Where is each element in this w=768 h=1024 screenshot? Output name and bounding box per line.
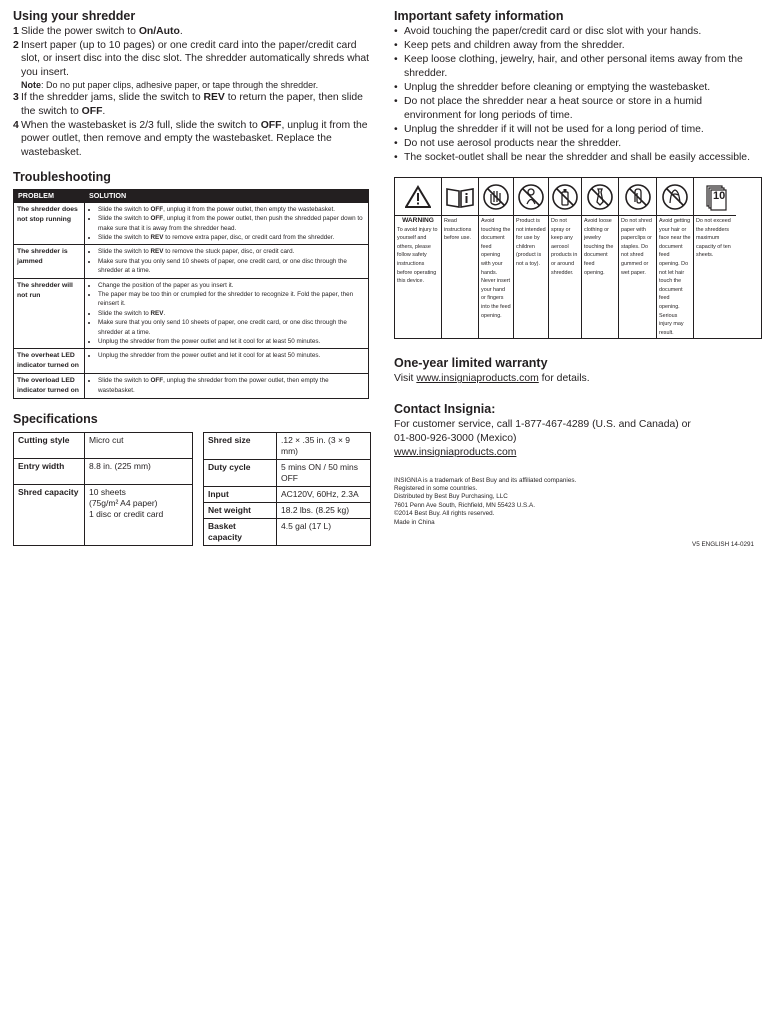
no-children-icon bbox=[514, 179, 548, 216]
solution-list bbox=[88, 205, 365, 243]
solution-list bbox=[88, 376, 365, 395]
warning-cell bbox=[581, 178, 618, 338]
no-paperclip-icon bbox=[619, 179, 656, 216]
warning-text: To avoid injury to yourself and others, please follow safety instructions before operating this device. bbox=[397, 226, 438, 285]
no-hands-icon bbox=[479, 179, 513, 216]
step-3: 3 If the shredder jams, slide the switch to REV to return the paper, then slide the switch to OFF. bbox=[13, 92, 363, 117]
warning-text: Product is not intended for use by children (product is not a toy). bbox=[516, 218, 546, 267]
solution-item: • The paper may be too thin or crumpled for the shredder to recognize it. Fold the paper, then reinsert it. bbox=[98, 290, 365, 309]
solution-item: • Slide the switch to REV to remove extra paper, disc, or credit card from the shredder. bbox=[98, 233, 365, 242]
solution-list bbox=[88, 351, 365, 360]
safety-item: • Do not place the shredder near a heat source or store in a humid environment for long periods of time. bbox=[394, 95, 760, 123]
spec-key: Duty cycle bbox=[204, 460, 277, 487]
warning-text: Avoid touching the document feed opening with your hands. Never insert your hand or fingers into the feed opening. bbox=[481, 218, 511, 319]
spec-value: 4.5 gal (17 L) bbox=[277, 519, 371, 546]
max-ten-sheets-icon bbox=[694, 179, 736, 216]
specifications bbox=[13, 432, 371, 546]
solution-item: • Unplug the shredder from the power outlet and let it cool for at least 50 minutes. bbox=[98, 351, 365, 360]
warning-text: Avoid loose clothing or jewelry touching the document feed opening. bbox=[584, 218, 614, 276]
safety-item: • Do not use aerosol products near the shredder. bbox=[394, 137, 760, 151]
warning-cell bbox=[478, 178, 513, 338]
spec-row bbox=[14, 485, 193, 546]
no-aerosol-icon bbox=[549, 179, 581, 216]
warning-cell bbox=[548, 178, 581, 338]
warning-cell bbox=[513, 178, 548, 338]
table-row bbox=[14, 245, 369, 278]
spec-value: 5 mins ON / 50 mins OFF bbox=[277, 460, 371, 487]
warning-text: Do not exceed the shredders maximum capacity of ten sheets. bbox=[696, 218, 731, 259]
warning-text: Read instructions before use. bbox=[444, 218, 472, 242]
spec-value: 10 sheets (75g/m² A4 paper) 1 disc or credit card bbox=[85, 485, 193, 546]
problem-cell: The overheat LED indicator turned on bbox=[14, 349, 85, 374]
safety-item: • Keep pets and children away from the shredder. bbox=[394, 39, 760, 53]
read-manual-icon bbox=[442, 179, 478, 216]
solution-list bbox=[88, 281, 365, 347]
no-tie-icon bbox=[582, 179, 618, 216]
warning-icons-table bbox=[394, 177, 762, 339]
solution-header: SOLUTION bbox=[85, 190, 369, 202]
troubleshooting-title: Troubleshooting bbox=[13, 170, 111, 185]
warning-text: Avoid getting your hair or face near the document feed opening. Do not let hair touch the document feed opening. Serious injury may result. bbox=[659, 218, 691, 336]
using-steps bbox=[13, 25, 371, 159]
warranty-title: One-year limited warranty bbox=[394, 356, 548, 371]
safety-title: Important safety information bbox=[394, 9, 564, 23]
solution-cell bbox=[85, 278, 369, 349]
specifications-title: Specifications bbox=[13, 412, 98, 427]
no-hair-icon bbox=[657, 179, 693, 216]
warning-cell bbox=[693, 178, 736, 338]
solution-cell bbox=[85, 245, 369, 278]
solution-item: • Slide the switch to REV to remove the stuck paper, disc, or credit card. bbox=[98, 247, 365, 256]
step-4: 4 When the wastebasket is 2/3 full, slide the switch to OFF, unplug it from the power outlet, then remove and empty the wastebasket. Replace the wastebasket. bbox=[13, 119, 368, 158]
safety-item: • Unplug the shredder before cleaning or emptying the wastebasket. bbox=[394, 81, 760, 95]
warning-text: Do not shred paper with paperclips or staples. Do not shred gummed or wet paper. bbox=[621, 218, 652, 276]
warranty-link[interactable]: www.insigniaproducts.com bbox=[416, 373, 539, 385]
warning-triangle-icon bbox=[395, 179, 441, 216]
spec-value: Micro cut bbox=[85, 433, 193, 459]
safety-item: • Avoid touching the paper/credit card or disc slot with your hands. bbox=[394, 25, 760, 39]
contact-text: For customer service, call 1-877-467-4289 (U.S. and Canada) or 01-800-926-3000 (Mexico) www.insigniaproducts.com bbox=[394, 418, 691, 459]
spec-row bbox=[14, 433, 193, 459]
contact-link[interactable]: www.insigniaproducts.com bbox=[394, 447, 517, 459]
problem-header: PROBLEM bbox=[14, 190, 85, 202]
right-column bbox=[394, 8, 760, 527]
spec-key: Cutting style bbox=[14, 433, 85, 459]
problem-cell: The shredder is jammed bbox=[14, 245, 85, 278]
problem-cell: The shredder does not stop running bbox=[14, 202, 85, 245]
spec-value: AC120V, 60Hz, 2.3A bbox=[277, 487, 371, 503]
spec-value: .12 × .35 in. (3 × 9 mm) bbox=[277, 433, 371, 460]
solution-item: • Slide the switch to REV. bbox=[98, 309, 365, 318]
warning-cell bbox=[395, 178, 441, 338]
spec-key: Input bbox=[204, 487, 277, 503]
warning-cell bbox=[618, 178, 656, 338]
warning-text: Do not spray or keep any aerosol products in or around shredder. bbox=[551, 218, 578, 276]
solution-item: • Make sure that you only send 10 sheets of paper, one credit card, or one disc through the shredder at a time. bbox=[98, 257, 365, 276]
note: Note: Do no put paper clips, adhesive paper, or tape through the shredder. bbox=[21, 80, 319, 91]
troubleshooting-table bbox=[13, 189, 369, 399]
warning-cell bbox=[656, 178, 693, 338]
solution-cell bbox=[85, 374, 369, 399]
legal-line: INSIGNIA is a trademark of Best Buy and its affiliated companies. bbox=[394, 476, 577, 484]
solution-item: • Make sure that you only send 10 sheets of paper, one credit card, or one disc through the shredder at a time. bbox=[98, 318, 365, 337]
version-label: V5 ENGLISH 14-0291 bbox=[692, 541, 754, 548]
spec-row bbox=[204, 487, 371, 503]
spec-table-left bbox=[13, 432, 193, 546]
warning-cell bbox=[441, 178, 478, 338]
legal-line: 7601 Penn Ave South, Richfield, MN 55423 U.S.A. bbox=[394, 501, 535, 509]
legal-line: Made in China bbox=[394, 518, 435, 526]
legal-line: ©2014 Best Buy. All rights reserved. bbox=[394, 510, 495, 518]
safety-item: • The socket-outlet shall be near the shredder and shall be easily accessible. bbox=[394, 151, 760, 165]
table-row bbox=[14, 202, 369, 245]
legal-line: Registered in some countries. bbox=[394, 484, 478, 492]
spec-key: Shred size bbox=[204, 433, 277, 460]
step-2: 2 Insert paper (up to 10 pages) or one credit card into the paper/credit card slot, or insert disc into the disc slot. The shredder automatically shreds what you insert. bbox=[13, 39, 370, 78]
table-row bbox=[14, 374, 369, 399]
spec-table-right bbox=[203, 432, 371, 546]
safety-item: • Unplug the shredder if it will not be used for a long period of time. bbox=[394, 123, 760, 137]
legal-line: Distributed by Best Buy Purchasing, LLC bbox=[394, 493, 508, 501]
spec-row bbox=[204, 519, 371, 546]
solution-item: • Change the position of the paper as you insert it. bbox=[98, 281, 365, 290]
spec-key: Entry width bbox=[14, 459, 85, 485]
table-row bbox=[14, 349, 369, 374]
spec-value: 18.2 lbs. (8.25 kg) bbox=[277, 503, 371, 519]
left-column bbox=[13, 8, 371, 546]
spec-row bbox=[204, 433, 371, 460]
spec-row bbox=[204, 503, 371, 519]
spec-key: Shred capacity bbox=[14, 485, 85, 546]
solution-cell bbox=[85, 349, 369, 374]
safety-item: • Keep loose clothing, jewelry, hair, and other personal items away from the shredder. bbox=[394, 53, 760, 81]
solution-item: • Slide the switch to OFF, unplug it from the power outlet, then empty the wastebasket. bbox=[98, 205, 365, 214]
spec-key: Basket capacity bbox=[204, 519, 277, 546]
problem-cell: The overload LED indicator turned on bbox=[14, 374, 85, 399]
spec-key: Net weight bbox=[204, 503, 277, 519]
solution-item: • Unplug the shredder from the power outlet and let it cool for at least 50 minutes. bbox=[98, 337, 365, 346]
problem-cell: The shredder will not run bbox=[14, 278, 85, 349]
step-1: 1 Slide the power switch to On/Auto. bbox=[13, 26, 183, 37]
solution-cell bbox=[85, 202, 369, 245]
contact-title: Contact Insignia: bbox=[394, 401, 496, 416]
solution-list bbox=[88, 247, 365, 275]
icon-number: 10 bbox=[713, 190, 726, 202]
spec-value: 8.8 in. (225 mm) bbox=[85, 459, 193, 485]
legal-text bbox=[394, 477, 760, 527]
solution-item: • Slide the switch to OFF, unplug the shredder from the power outlet, then empty the wastebasket. bbox=[98, 376, 365, 395]
spec-row bbox=[204, 460, 371, 487]
warning-title: WARNING bbox=[402, 217, 434, 224]
using-title: Using your shredder bbox=[13, 9, 136, 23]
warranty-text: Visit www.insigniaproducts.com for details. bbox=[394, 373, 590, 385]
troubleshooting-rows bbox=[14, 202, 369, 399]
solution-item: • Slide the switch to OFF, unplug it from the power outlet, then push the shredded paper down to make sure that it is away from the shredder head. bbox=[98, 214, 365, 233]
safety-list bbox=[394, 25, 760, 165]
table-row bbox=[14, 278, 369, 349]
spec-row bbox=[14, 459, 193, 485]
